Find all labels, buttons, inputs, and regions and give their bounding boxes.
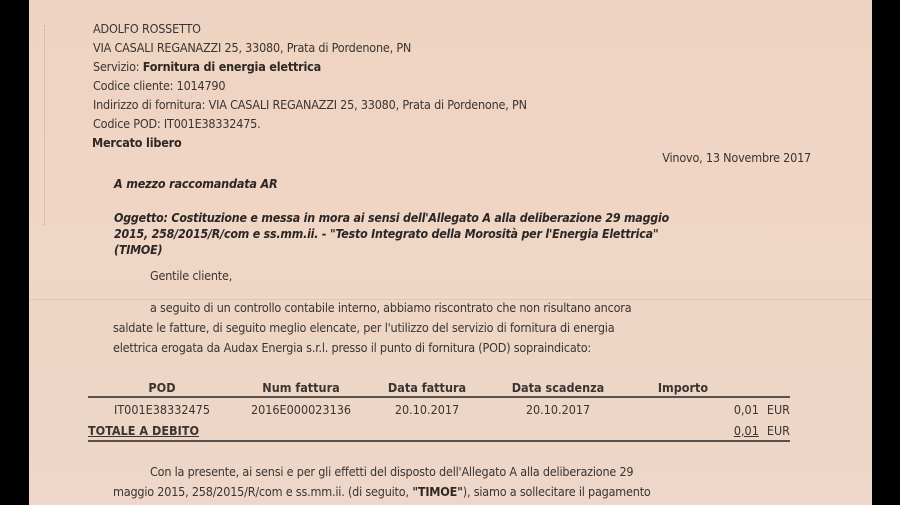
paragraph2-text-c: ), siamo a sollecitare il pagamento (462, 484, 651, 499)
pod-code: Codice POD: IT001E38332475. (93, 116, 261, 131)
service-line (93, 59, 321, 74)
cell-num-fattura: 2016E000023136 (250, 401, 352, 417)
total-value: 0,01 (733, 422, 759, 438)
market-type: Mercato libero (92, 135, 182, 150)
total-row (88, 420, 790, 442)
paragraph1-line1: a seguito di un controllo contabile interno, abbiamo riscontrato che non risultano ancora (150, 300, 632, 315)
header-data-fattura: Data fattura (387, 379, 467, 395)
paragraph2-line2 (113, 484, 651, 499)
invoice-table (88, 378, 790, 442)
header-data-scadenza: Data scadenza (511, 379, 605, 395)
cell-data-scadenza: 20.10.2017 (525, 401, 591, 417)
recipient-name: ADOLFO ROSSETTO (93, 21, 201, 36)
total-label: TOTALE A DEBITO (88, 422, 200, 438)
timoe-bold: "TIMOE" (412, 484, 463, 499)
service-value: Fornitura di energia elettrica (142, 59, 322, 74)
cell-importo (628, 402, 790, 417)
margin-print-mark (44, 25, 48, 225)
subject-line-2: 2015, 258/2015/R/com e ss.mm.ii. - "Testo Integrato della Morosità per l'Energia Elettrica" (114, 227, 659, 241)
subject-line-3: (TIMOE) (114, 243, 163, 257)
delivery-method: A mezzo raccomandata AR (114, 176, 278, 191)
table-header (88, 378, 790, 398)
header-pod: POD (148, 379, 176, 395)
total-amount (628, 423, 790, 438)
place-date: Vinovo, 13 Novembre 2017 (662, 150, 811, 165)
header-num-fattura: Num fattura (262, 379, 340, 395)
paragraph2-text-a: maggio 2015, 258/2015/R/com e ss.mm.ii. (di seguito, (113, 484, 413, 499)
service-label: Servizio: (93, 59, 143, 74)
subject-line-1: Oggetto: Costituzione e messa in mora ai sensi dell'Allegato A alla deliberazione 29 maggio (114, 211, 669, 225)
header-importo: Importo (657, 379, 709, 395)
importo-currency: EUR (766, 401, 790, 417)
cell-data-fattura: 20.10.2017 (394, 401, 460, 417)
total-currency: EUR (766, 422, 790, 438)
importo-value: 0,01 (733, 401, 759, 417)
supply-address: Indirizzo di fornitura: VIA CASALI REGANAZZI 25, 33080, Prata di Pordenone, PN (93, 97, 527, 112)
recipient-address: VIA CASALI REGANAZZI 25, 33080, Prata di Pordenone, PN (93, 40, 412, 55)
paragraph1-line3: elettrica erogata da Audax Energia s.r.l. presso il punto di fornitura (POD) sopraindicato: (113, 340, 592, 355)
greeting: Gentile cliente, (150, 268, 233, 283)
client-code: Codice cliente: 1014790 (93, 78, 226, 93)
cell-pod: IT001E38332475 (114, 401, 210, 417)
paragraph2-line1: Con la presente, ai sensi e per gli effetti del disposto dell'Allegato A alla deliberazione 29 (150, 464, 634, 479)
table-row (88, 398, 790, 420)
paragraph1-line2: saldate le fatture, di seguito meglio elencate, per l'utilizzo del servizio di fornitura di energia (113, 320, 615, 335)
